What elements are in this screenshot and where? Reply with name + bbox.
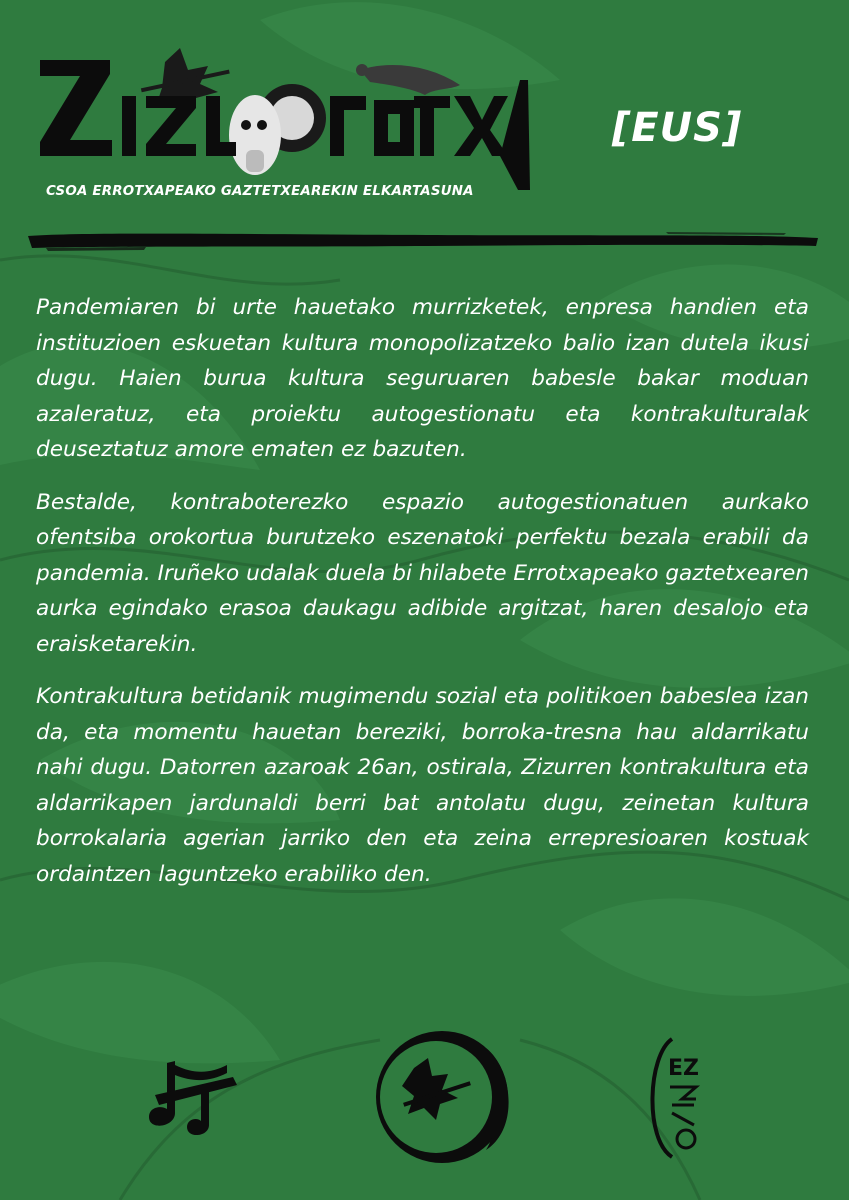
music-note-logo-icon (145, 1055, 240, 1140)
ezkerrekoak-logo-icon (642, 1035, 712, 1160)
body-text (36, 290, 809, 909)
lizard-icon (356, 64, 460, 95)
witch-moon-logo-icon (362, 1028, 524, 1166)
ez-mark: EZ (668, 1056, 699, 1081)
language-tag: [EUS] (612, 105, 743, 151)
brush-stroke-divider (26, 226, 820, 256)
paragraph-1: Pandemiaren bi urte hauetako murrizketek, enpresa handien eta instituzioen eskuetan kultura monopolizatzeko balio izan dutela ikusi dugu. Haien burua kultura seguruaren babesle bakar moduan azaleratuz, eta proiektu autogestionatu eta kontrakulturalak deuseztatuz amore ematen ez bazuten. (36, 295, 809, 462)
logo-subtitle: CSOA ERROTXAPEAKO GAZTETXEAREKIN ELKARTASUNA (46, 184, 474, 199)
paragraph-3: Kontrakultura betidanik mugimendu sozial eta politikoen babeslea izan da, eta momentu hauetan bereziki, borroka-tresna hau aldarrikatu nahi dugu. Datorren azaroak 26an, ostirala, Zizurren kontrakultura eta aldarrikapen jardunaldi berri bat antolatu dugu, zeinetan kultura borrokalaria agerian jarriko den eta zeina errepresioaren kostuak ordaintzen laguntzeko erabiliko den. (36, 684, 809, 887)
paragraph-2: Bestalde, kontraboterezko espazio autogestionatuen aurkako ofentsiba orokortua burutzeko eszenatoki perfektu bezala erabili da pandemia. Iruñeko udalak duela bi hilabete Errotxapeako gaztetxearen aurka egindako erasoa daukagu adibide argitzat, haren desalojo eta eraisketarekin. (36, 489, 809, 657)
